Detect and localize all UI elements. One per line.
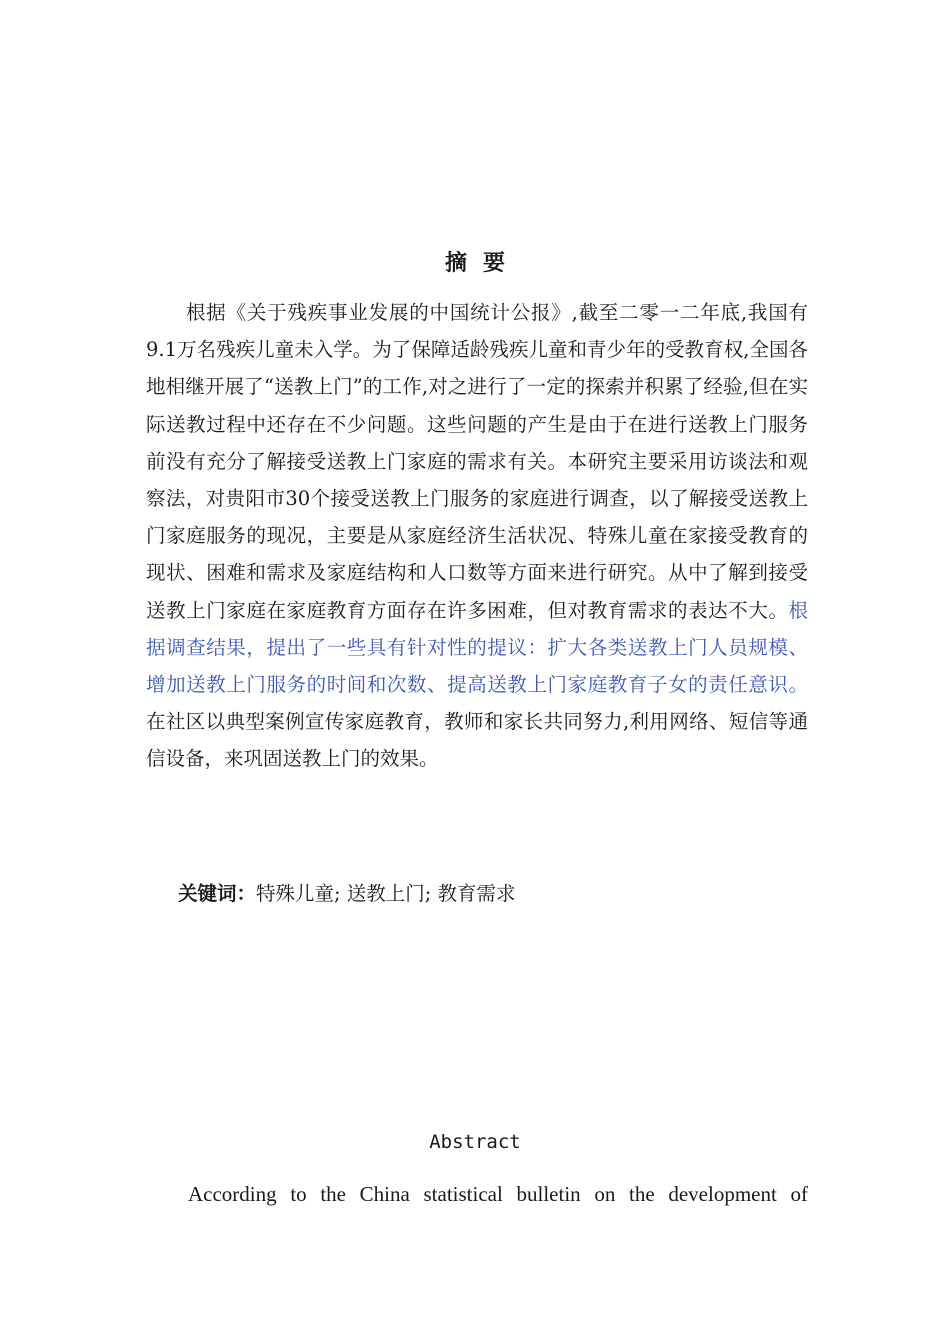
chinese-abstract-title: 摘要 [444, 251, 521, 276]
keywords-text: 特殊儿童; 送教上门; 教育需求 [256, 882, 516, 905]
english-abstract-first-line: According to the China statistical bulletin on the development of [188, 1182, 808, 1206]
abstract-text-part-1: 根据《关于残疾事业发展的中国统计公报》,截至二零一二年底,我国有9.1万名残疾儿童未入学。为了保障适龄残疾儿童和青少年的受教育权,全国各地相继开展了“送教上门”的工作,对之进行了一定的探索并积累了经验,但在实际送教过程中还存在不少问题。这些问题的产生是由于在进行送教上门服务前没有充分了解接受送教上门家庭的需求有关。本研究主要采用访谈法和观察法，对贵阳市30个接受送教上门服务的家庭进行调查，以了解接受送教上门家庭服务的现况，主要是从家庭经济生活状况、特殊儿童在家接受教育的现状、困难和需求及家庭结构和人口数等方面来进行研究。从中了解到接受送教上门家庭在家庭教育方面存在许多困难，但对教育需求的表达不大。 [146, 301, 808, 622]
keywords-line [178, 878, 516, 910]
english-abstract-title: Abstract [429, 1131, 521, 1153]
keywords-label: 关键词： [178, 882, 257, 905]
abstract-highlighted-text: 根据调查结果，提出了一些具有针对性的提议：扩大各类送教上门人员规模、增加送教上门服务的时间和次数、提高送教上门家庭教育子女的责任意识。 [146, 598, 808, 697]
chinese-abstract-body [146, 294, 808, 778]
abstract-text-part-2: 在社区以典型案例宣传家庭教育，教师和家长共同努力,利用网络、短信等通信设备，来巩固送教上门的效果。 [146, 710, 808, 771]
